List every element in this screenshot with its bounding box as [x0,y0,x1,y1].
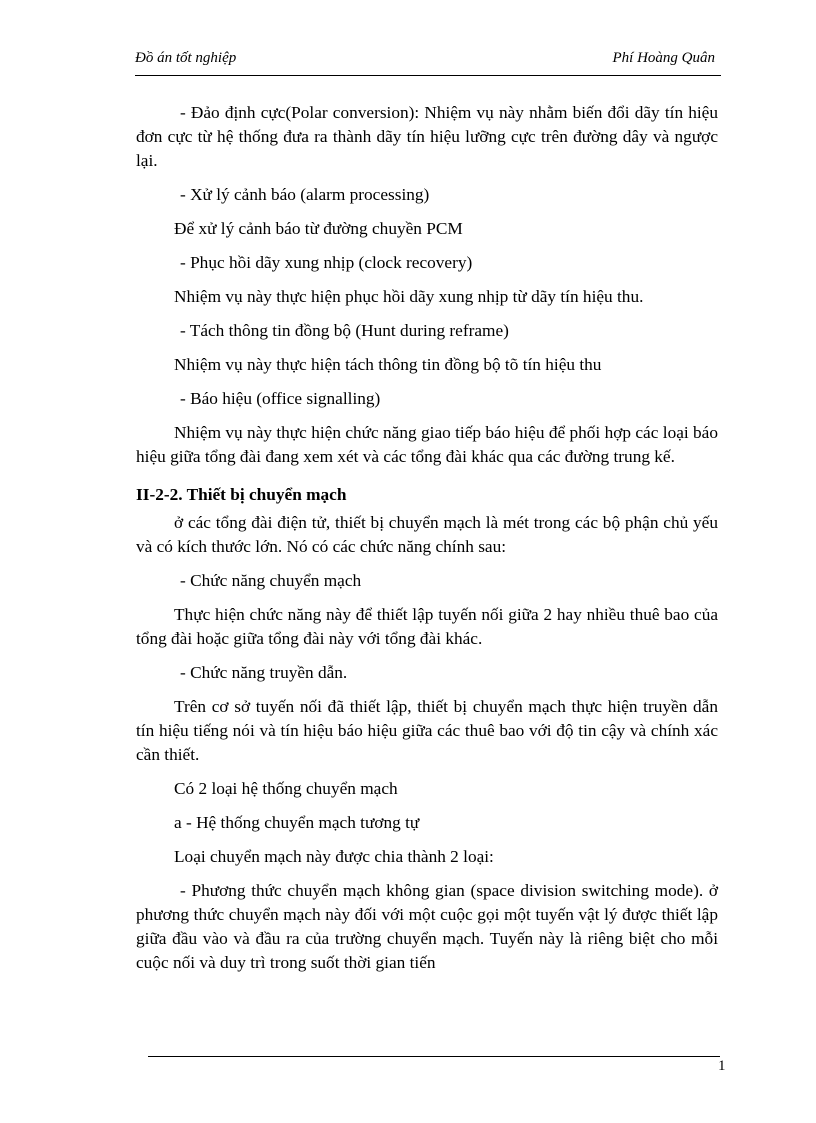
paragraph-alarm-processing: Để xử lý cảnh báo từ đường chuyền PCM [174,219,463,238]
paragraph-polar-conversion: - Đảo định cực(Polar conversion): Nhiệm vụ này nhằm biến đổi dãy tín hiệu đơn cực từ hệ thống đưa ra thành dãy tín hiệu lưỡng cực trên đường dây và ngược lại. [136,103,718,170]
page-header [135,50,721,70]
paragraph-office-signalling: Nhiệm vụ này thực hiện chức năng giao tiếp báo hiệu để phối hợp các loại báo hiệu giữa tổng đài đang xem xét và các tổng đài khác qua các đường trung kế. [136,423,718,466]
paragraph-space-division: - Phương thức chuyển mạch không gian (space division switching mode). ở phương thức chuyển mạch này đối với một cuộc gọi một tuyến vật lý được thiết lập giữa đầu vào và đầu ra của trường chuyển mạch. Tuyến này là riêng biệt cho mỗi cuộc nối và duy trì trong suốt thời gian tiến [136,881,718,972]
paragraph-analog-types: Loại chuyển mạch này được chia thành 2 loại: [174,847,494,866]
page-number: 1 [718,1058,726,1074]
header-author-name: Phí Hoàng Quân [612,50,715,66]
paragraph-clock-recovery: Nhiệm vụ này thực hiện phục hồi dãy xung nhịp từ dãy tín hiệu thu. [174,287,644,306]
header-document-title: Đồ án tốt nghiệp [135,50,237,66]
paragraph-switching-function: Thực hiện chức năng này để thiết lập tuyến nối giữa 2 hay nhiều thuê bao của tổng đài hoặc giữa tổng đài này với tổng đài khác. [136,605,718,648]
subheading-analog-switching: a - Hệ thống chuyển mạch tương tự [174,813,420,832]
bullet-office-signalling: - Báo hiệu (office signalling) [180,389,381,408]
paragraph-two-types: Có 2 loại hệ thống chuyển mạch [174,779,398,798]
paragraph-switching-intro: ở các tổng đài điện tử, thiết bị chuyển mạch là mét trong các bộ phận chủ yếu và có kích thước lớn. Nó có các chức năng chính sau: [136,513,718,556]
bullet-transmission-function: - Chức năng truyền dẫn. [180,663,348,682]
footer-rule [148,1056,720,1057]
bullet-switching-function: - Chức năng chuyển mạch [180,571,362,590]
header-rule [135,75,721,76]
bullet-hunt-reframe: - Tách thông tin đồng bộ (Hunt during reframe) [180,321,509,340]
bullet-alarm-processing: - Xử lý cảnh báo (alarm processing) [180,185,430,204]
paragraph-hunt-reframe: Nhiệm vụ này thực hiện tách thông tin đồng bộ tõ tín hiệu thu [174,355,602,374]
page-body [136,101,718,975]
bullet-clock-recovery: - Phục hồi dãy xung nhịp (clock recovery) [180,253,473,272]
section-heading: II-2-2. Thiết bị chuyển mạch [136,485,347,504]
paragraph-transmission-function: Trên cơ sở tuyến nối đã thiết lập, thiết bị chuyển mạch thực hiện truyền dẫn tín hiệu tiếng nói và tín hiệu báo hiệu giữa các thuê bao với độ tin cậy và chính xác cần thiết. [136,697,718,764]
